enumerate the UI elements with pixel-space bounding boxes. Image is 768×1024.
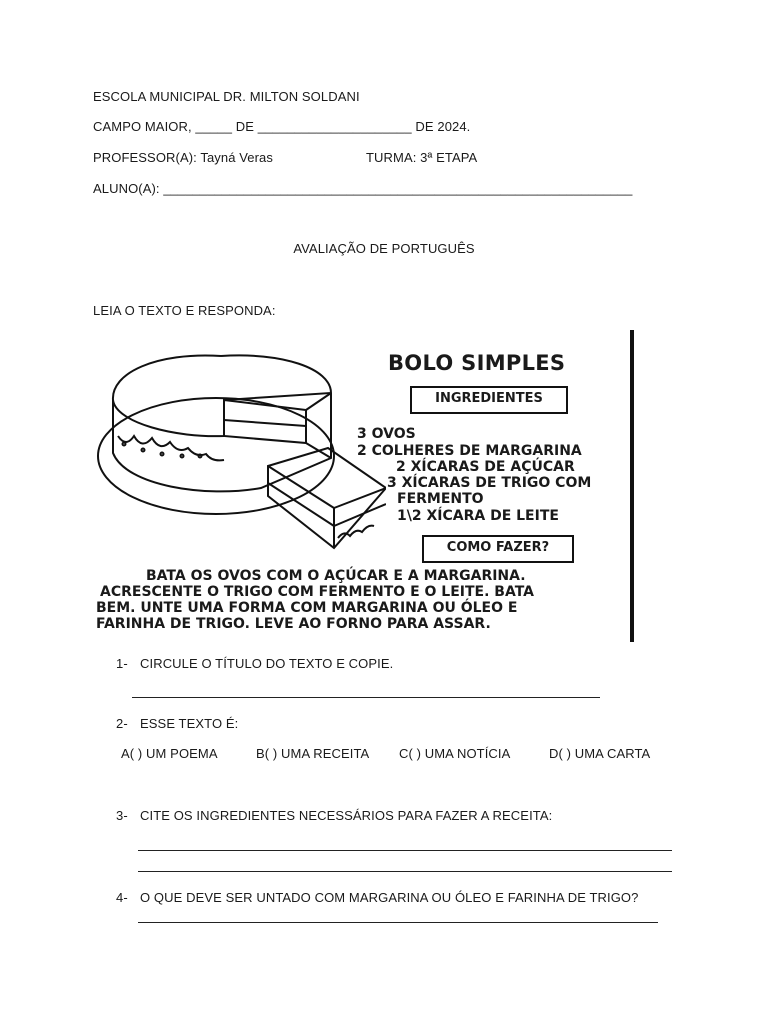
recipe-title: BOLO SIMPLES [388,351,566,375]
answer-line[interactable] [138,850,672,851]
method-line: ACRESCENTE O TRIGO COM FERMENTO E O LEITE. BATA [100,584,535,600]
question-1-number: 1- [116,656,128,671]
ingredient-item: 1\2 XÍCARA DE LEITE [397,508,559,524]
option-b[interactable]: B( ) UMA RECEITA [256,746,370,761]
ingredient-item: 2 XÍCARAS DE AÇÚCAR [396,459,575,475]
page-title: AVALIAÇÃO DE PORTUGUÊS [293,241,475,256]
method-line: BEM. UNTE UMA FORMA COM MARGARINA OU ÓLEO E [96,600,518,616]
question-3-text: CITE OS INGREDIENTES NECESSÁRIOS PARA FAZER A RECEITA: [140,808,553,823]
question-3-number: 3- [116,808,128,823]
ingredients-label-box: INGREDIENTES [410,386,568,414]
option-a[interactable]: A( ) UM POEMA [121,746,218,761]
class-name: TURMA: 3ª ETAPA [366,150,478,165]
ingredient-item: FERMENTO [397,491,484,507]
answer-line[interactable] [138,922,658,923]
answer-line[interactable] [138,871,672,872]
question-4-text: O QUE DEVE SER UNTADO COM MARGARINA OU ÓLEO E FARINHA DE TRIGO? [140,890,639,905]
option-c[interactable]: C( ) UMA NOTÍCIA [399,746,511,761]
method-label-box: COMO FAZER? [422,535,574,563]
question-2-number: 2- [116,716,128,731]
ingredient-item: 3 XÍCARAS DE TRIGO COM [387,475,592,491]
reading-instruction: LEIA O TEXTO E RESPONDA: [93,303,276,318]
method-line: FARINHA DE TRIGO. LEVE AO FORNO PARA ASSAR. [96,616,491,632]
recipe-image [94,328,639,644]
cake-illustration [96,338,386,568]
teacher-name: PROFESSOR(A): Tayná Veras [93,150,273,165]
question-4-number: 4- [116,890,128,905]
date-line: CAMPO MAIOR, _____ DE _____________________ DE 2024. [93,119,471,134]
question-2-text: ESSE TEXTO É: [140,716,239,731]
ingredient-item: 2 COLHERES DE MARGARINA [357,443,582,459]
student-line: ALUNO(A): ________________________________________________________________ [93,181,633,196]
school-name: ESCOLA MUNICIPAL DR. MILTON SOLDANI [93,89,360,104]
option-d[interactable]: D( ) UMA CARTA [549,746,651,761]
answer-line[interactable] [132,697,600,698]
method-line: BATA OS OVOS COM O AÇÚCAR E A MARGARINA. [146,568,526,584]
ingredient-item: 3 OVOS [357,426,416,442]
question-1-text: CIRCULE O TÍTULO DO TEXTO E COPIE. [140,656,394,671]
